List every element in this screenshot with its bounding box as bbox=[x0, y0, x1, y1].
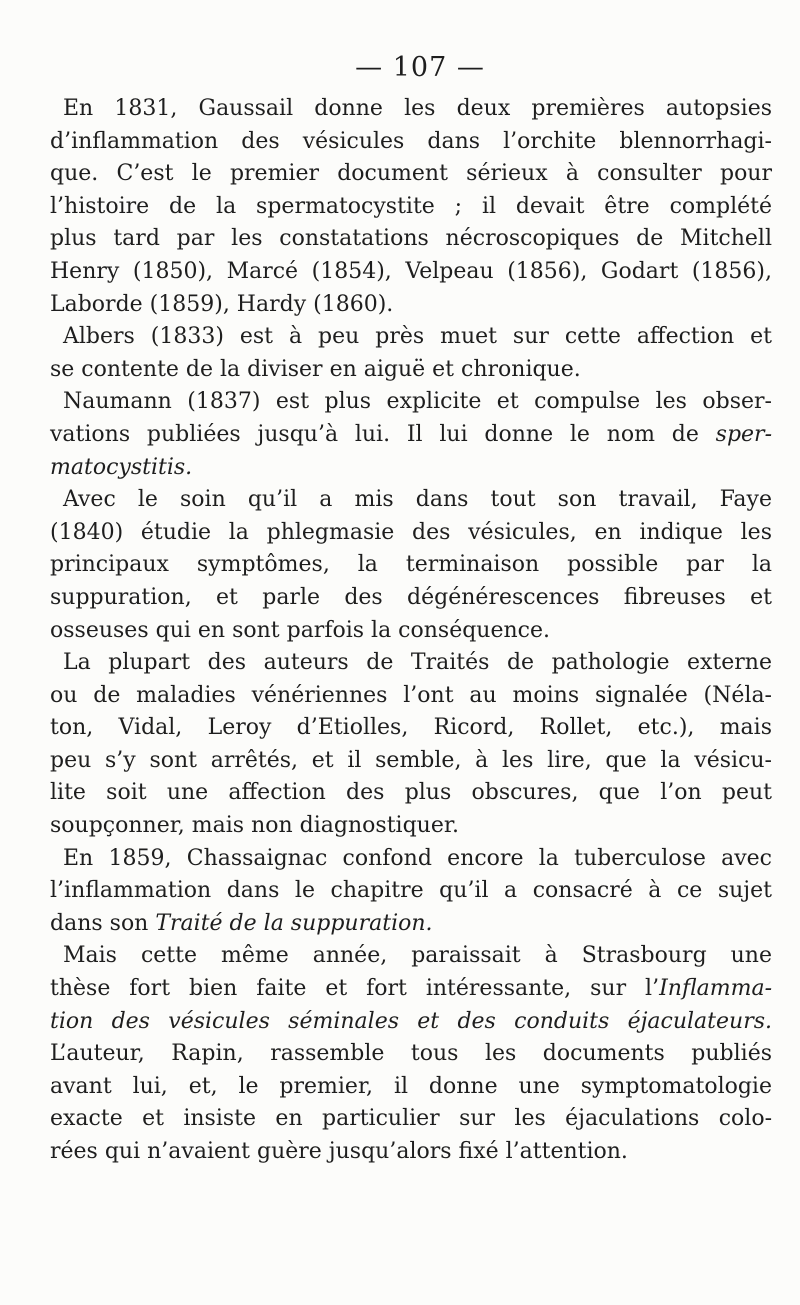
text-line bbox=[50, 745, 772, 778]
text-line bbox=[50, 452, 772, 485]
text-line bbox=[50, 908, 772, 941]
text-line bbox=[50, 289, 772, 322]
text-span: (1840) étudie la phlegmasie des vésicules, en indique les bbox=[50, 519, 772, 545]
text-span: En 1831, Gaussail donne les deux premières autopsies bbox=[63, 96, 772, 121]
text-span: principaux symptômes, la terminaison possible par la bbox=[50, 552, 772, 578]
text-line bbox=[50, 1038, 772, 1071]
text-line bbox=[50, 1071, 772, 1104]
text-line bbox=[50, 419, 772, 452]
text-span: plus tard par les constatations nécroscopiques de Mitchell bbox=[50, 226, 772, 252]
text-line bbox=[50, 191, 772, 224]
text-span: Henry (1850), Marcé (1854), Velpeau (1856), Godart (1856), bbox=[50, 258, 772, 284]
text-span: Naumann (1837) est plus explicite et compulse les obser- bbox=[63, 389, 772, 415]
text-span: ou de maladies vénériennes l’ont au moins signalée (Néla- bbox=[50, 682, 772, 708]
italic-text: Inflamma- bbox=[659, 976, 772, 1002]
text-span: osseuses qui en sont parfois la conséquence. bbox=[50, 617, 550, 643]
text-line bbox=[50, 1136, 772, 1169]
text-line bbox=[50, 1103, 772, 1136]
text-span: lite soit une affection des plus obscures, que l’on peut bbox=[50, 780, 772, 806]
text-line bbox=[50, 256, 772, 289]
text-line bbox=[50, 810, 772, 843]
text-span: Avec le soin qu’il a mis dans tout son travail, Faye bbox=[63, 487, 772, 513]
text-line bbox=[50, 126, 772, 159]
text-span: Mais cette même année, paraissait à Strasbourg une bbox=[63, 943, 772, 969]
text-span: thèse fort bien faite et fort intéressante, sur l’ bbox=[50, 976, 660, 1002]
text-line bbox=[50, 843, 772, 876]
text-line bbox=[50, 973, 772, 1006]
text-span: rées qui n’avaient guère jusqu’alors fixé l’attention. bbox=[50, 1139, 628, 1164]
text-line bbox=[50, 777, 772, 810]
text-span: peu s’y sont arrêtés, et il semble, à les lire, que la vésicu- bbox=[50, 747, 772, 773]
text-span: dans son bbox=[50, 910, 156, 936]
body-text bbox=[50, 93, 772, 1169]
text-line bbox=[50, 582, 772, 615]
text-line bbox=[50, 875, 772, 908]
text-line bbox=[50, 615, 772, 648]
text-span: avant lui, et, le premier, il donne une symptomatologie bbox=[50, 1073, 772, 1099]
text-line bbox=[50, 549, 772, 582]
text-span: se contente de la diviser en aiguë et chronique. bbox=[50, 356, 581, 382]
text-line bbox=[50, 93, 772, 126]
text-span: l’inflammation dans le chapitre qu’il a consacré à ce sujet bbox=[50, 878, 772, 904]
italic-text: Traité de la suppuration. bbox=[155, 910, 433, 936]
page-number: — 107 — bbox=[355, 52, 485, 83]
text-line bbox=[50, 1006, 772, 1039]
italic-text: matocystitis. bbox=[50, 454, 193, 480]
text-span: d’inflammation des vésicules dans l’orchite blennorrhagi- bbox=[50, 128, 772, 154]
text-span: soupçonner, mais non diagnostiquer. bbox=[50, 813, 459, 839]
text-span: La plupart des auteurs de Traités de pathologie externe bbox=[63, 650, 772, 676]
text-line bbox=[50, 484, 772, 517]
text-line bbox=[50, 680, 772, 713]
text-line bbox=[50, 940, 772, 973]
text-line bbox=[50, 386, 772, 419]
text-span: l’histoire de la spermatocystite ; il devait être complété bbox=[50, 193, 772, 219]
text-line bbox=[50, 517, 772, 550]
text-line bbox=[50, 321, 772, 354]
text-line bbox=[50, 712, 772, 745]
text-span: que. C’est le premier document sérieux à consulter pour bbox=[50, 161, 772, 187]
text-line bbox=[50, 354, 772, 387]
text-span: Laborde (1859), Hardy (1860). bbox=[50, 291, 394, 317]
text-span: suppuration, et parle des dégénérescences fibreuses et bbox=[50, 584, 772, 610]
text-span: vations publiées jusqu’à lui. Il lui donne le nom de bbox=[50, 421, 716, 447]
text-span: En 1859, Chassaignac confond encore la tuberculose avec bbox=[63, 845, 772, 871]
text-line bbox=[50, 647, 772, 680]
text-span: exacte et insiste en particulier sur les éjaculations colo- bbox=[50, 1106, 772, 1132]
italic-text: sper- bbox=[715, 421, 772, 447]
text-span: L’auteur, Rapin, rassemble tous les documents publiés bbox=[50, 1041, 772, 1067]
text-line bbox=[50, 223, 772, 256]
text-line bbox=[50, 158, 772, 191]
italic-text: tion des vésicules séminales et des conduits éjaculateurs. bbox=[50, 1008, 772, 1034]
text-span: Albers (1833) est à peu près muet sur cette affection et bbox=[63, 324, 772, 350]
text-span: ton, Vidal, Leroy d’Etiolles, Ricord, Rollet, etc.), mais bbox=[50, 715, 772, 741]
